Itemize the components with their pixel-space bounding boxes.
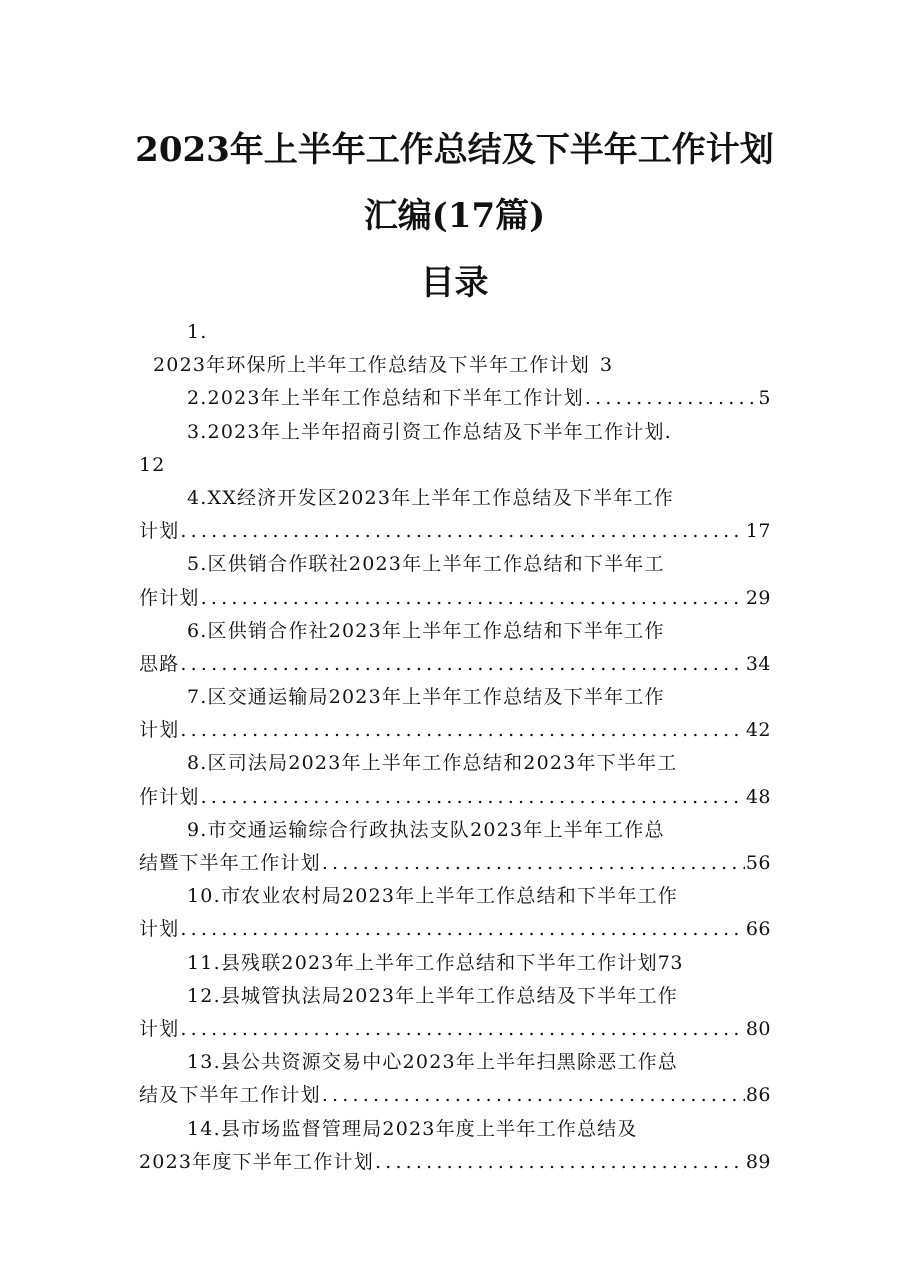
toc-entry-11[interactable] bbox=[139, 947, 771, 980]
toc-entry-text: 2023年环保所上半年工作总结及下半年工作计划 bbox=[153, 354, 590, 377]
toc-leader-dots bbox=[322, 1079, 745, 1112]
toc-entry-9[interactable]: 9.市交通运输综合行政执法支队2023年上半年工作总 bbox=[187, 818, 665, 841]
toc-entry-5-continuation[interactable] bbox=[139, 582, 771, 615]
toc-entry-4[interactable]: 4.XX经济开发区2023年上半年工作总结及下半年工作 bbox=[187, 486, 674, 509]
toc-leader-dots bbox=[180, 515, 744, 548]
toc-leader-dots bbox=[375, 1146, 745, 1179]
toc-entry-text: 思路 bbox=[139, 652, 180, 675]
toc-leader-dots bbox=[180, 1013, 744, 1046]
toc-entry-text: 结及下半年工作计划 bbox=[139, 1084, 321, 1107]
toc-entry-page: 34 bbox=[745, 652, 771, 675]
toc-entry-3-page-line[interactable] bbox=[139, 449, 771, 482]
toc-entry-text: 计划 bbox=[139, 520, 180, 543]
toc-entry-8[interactable]: 8.区司法局2023年上半年工作总结和2023年下半年工 bbox=[187, 752, 678, 775]
toc-entry-page: 29 bbox=[745, 586, 771, 609]
toc-entry-text: 3.2023年上半年招商引资工作总结及下半年工作计划. bbox=[187, 420, 672, 443]
toc-entry-2[interactable] bbox=[139, 382, 771, 415]
toc-entry-page: 42 bbox=[745, 719, 771, 742]
toc-entry-1-number[interactable]: 1. bbox=[187, 321, 208, 343]
document-title: 2023年上半年工作总结及下半年工作计划 bbox=[135, 130, 774, 170]
toc-leader-dots bbox=[180, 714, 744, 747]
toc-heading: 目录 bbox=[420, 263, 489, 303]
toc-entry-13-continuation[interactable] bbox=[139, 1079, 771, 1112]
toc-entry-6-continuation[interactable] bbox=[139, 648, 771, 681]
toc-leader-dots bbox=[201, 781, 745, 814]
toc-entry-page: 66 bbox=[745, 918, 771, 941]
toc-entry-9-continuation[interactable] bbox=[139, 847, 771, 880]
table-of-contents bbox=[139, 316, 771, 1179]
toc-entry-text: 2.2023年上半年工作总结和下半年工作计划 bbox=[187, 387, 584, 410]
toc-entry-page: 73 bbox=[657, 951, 683, 974]
toc-entry-text: 计划 bbox=[139, 719, 180, 742]
toc-leader-dots bbox=[322, 847, 745, 880]
toc-entry-10[interactable]: 10.市农业农村局2023年上半年工作总结和下半年工作 bbox=[187, 885, 678, 908]
toc-entry-text: 计划 bbox=[139, 918, 180, 941]
toc-leader-dots bbox=[180, 648, 744, 681]
toc-entry-text: 结暨下半年工作计划 bbox=[139, 852, 321, 874]
toc-entry-page: 5 bbox=[758, 387, 771, 410]
toc-entry-page: 17 bbox=[745, 520, 771, 543]
toc-entry-14[interactable]: 14.县市场监督管理局2023年度上半年工作总结及 bbox=[187, 1117, 638, 1140]
toc-entry-page: 80 bbox=[745, 1017, 771, 1040]
document-subtitle: 汇编(17篇) bbox=[363, 196, 546, 236]
toc-entry-3[interactable] bbox=[139, 416, 771, 449]
toc-entry-page: 48 bbox=[745, 785, 771, 808]
toc-entry-1[interactable] bbox=[139, 349, 771, 382]
toc-entry-13[interactable]: 13.县公共资源交易中心2023年上半年扫黑除恶工作总 bbox=[187, 1051, 678, 1074]
toc-leader-dots bbox=[180, 913, 744, 946]
toc-entry-7[interactable]: 7.区交通运输局2023年上半年工作总结及下半年工作 bbox=[187, 686, 665, 709]
toc-entry-page: 89 bbox=[745, 1150, 771, 1173]
toc-entry-10-continuation[interactable] bbox=[139, 913, 771, 946]
toc-entry-text: 作计划 bbox=[139, 586, 200, 609]
toc-entry-7-continuation[interactable] bbox=[139, 714, 771, 747]
toc-entry-text: 2023年度下半年工作计划 bbox=[139, 1150, 374, 1173]
toc-entry-page: 86 bbox=[745, 1084, 771, 1107]
toc-entry-text: 计划 bbox=[139, 1017, 180, 1040]
toc-entry-page: 3 bbox=[599, 354, 614, 377]
toc-entry-8-continuation[interactable] bbox=[139, 781, 771, 814]
toc-entry-text: 11.县残联2023年上半年工作总结和下半年工作计划 bbox=[187, 951, 658, 974]
toc-entry-5[interactable]: 5.区供销合作联社2023年上半年工作总结和下半年工 bbox=[187, 553, 665, 576]
toc-entry-4-continuation[interactable] bbox=[139, 515, 771, 548]
toc-entry-page: 56 bbox=[745, 852, 771, 874]
toc-entry-page: 12 bbox=[139, 453, 166, 476]
toc-entry-12-continuation[interactable] bbox=[139, 1013, 771, 1046]
toc-entry-12[interactable]: 12.县城管执法局2023年上半年工作总结及下半年工作 bbox=[187, 984, 678, 1007]
toc-leader-dots bbox=[201, 582, 745, 615]
toc-leader-dots bbox=[585, 382, 758, 415]
toc-entry-6[interactable]: 6.区供销合作社2023年上半年工作总结和下半年工作 bbox=[187, 619, 665, 642]
toc-entry-text: 作计划 bbox=[139, 785, 200, 808]
toc-entry-14-continuation[interactable] bbox=[139, 1146, 771, 1179]
